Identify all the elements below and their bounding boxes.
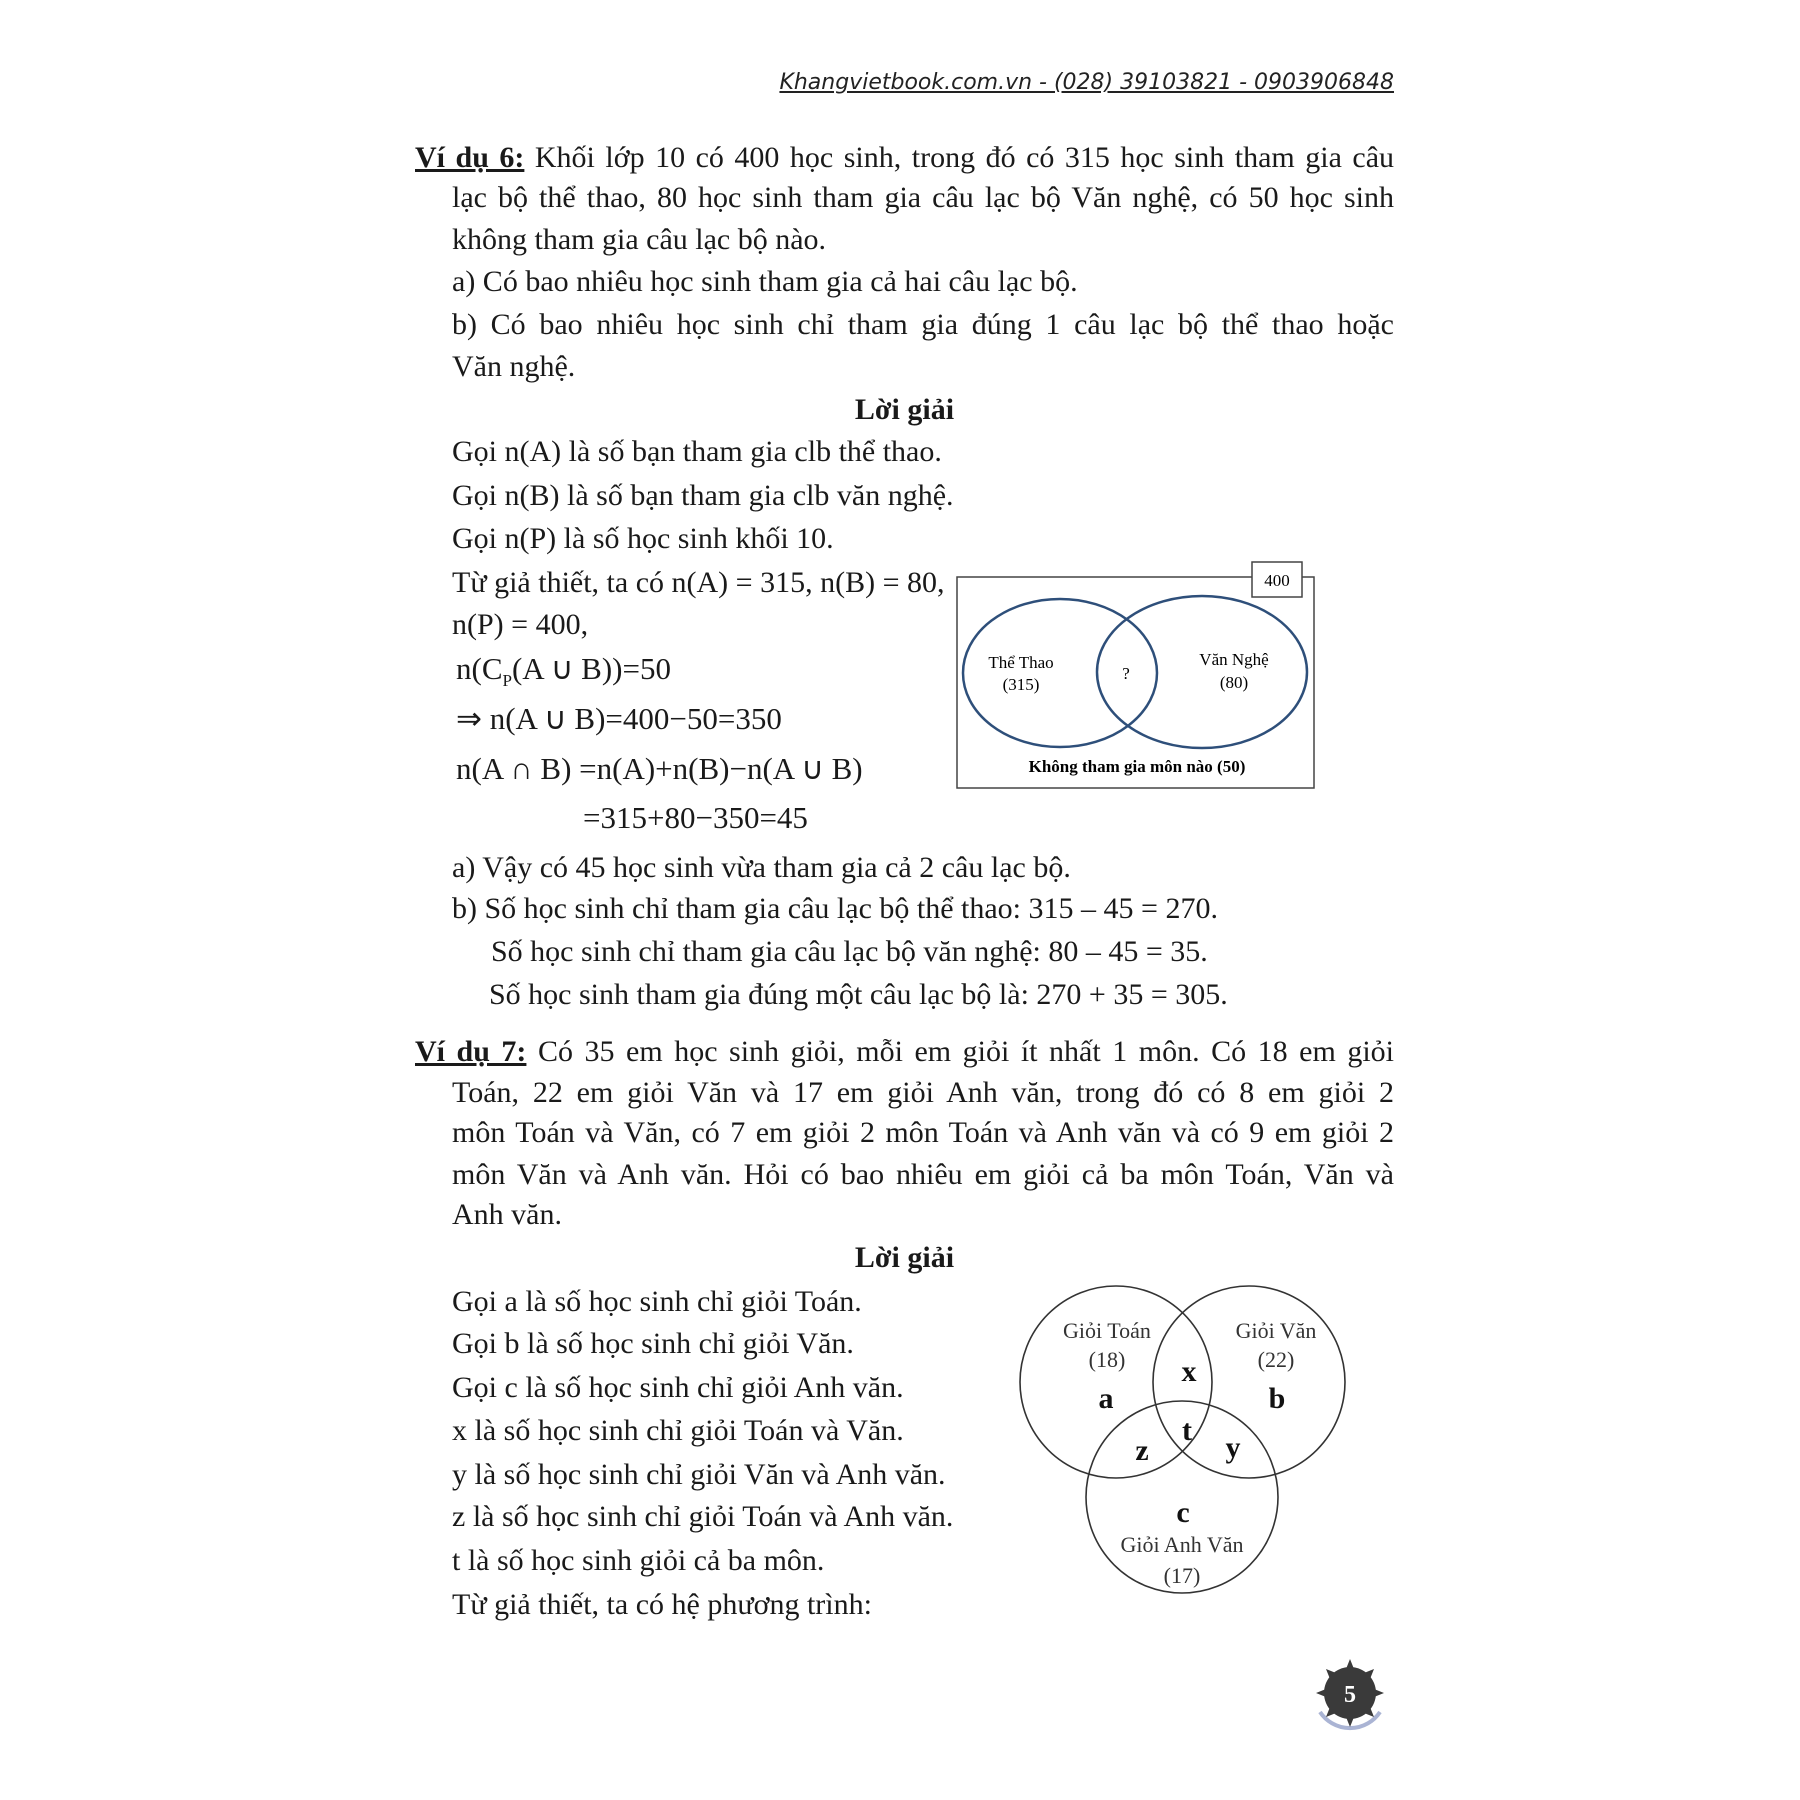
ex6-sol-3: Gọi n(P) là số học sinh khối 10. <box>452 522 834 555</box>
ex6-line-2: lạc bộ thể thao, 80 học sinh tham gia câu lạc bộ Văn nghệ, có 50 học sinh <box>452 181 1394 214</box>
ex7-sol-2: Gọi b là số học sinh chỉ giỏi Văn. <box>452 1327 854 1360</box>
english-label: Giỏi Anh Văn <box>1120 1532 1244 1557</box>
math-count: (18) <box>1088 1347 1126 1372</box>
outside-label: Không tham gia môn nào (50) <box>1028 757 1246 776</box>
ex7-sol-7: t là số học sinh giỏi cả ba môn. <box>452 1544 825 1577</box>
math-text: n(C <box>456 651 503 686</box>
intersection-label: ? <box>1122 664 1130 683</box>
math-subscript: P <box>502 671 512 691</box>
sports-label: Thể Thao <box>988 653 1054 672</box>
ex7-sol-3: Gọi c là số học sinh chỉ giỏi Anh văn. <box>452 1371 904 1404</box>
ex7-line-5: Anh văn. <box>452 1198 562 1231</box>
region-z: z <box>1135 1434 1149 1467</box>
math-label: Giỏi Toán <box>1063 1318 1151 1343</box>
math-text: (A ∪ B))=50 <box>511 651 671 686</box>
ex6-answer-a: a) Vậy có 45 học sinh vừa tham gia cả 2 câu lạc bộ. <box>452 851 1071 884</box>
page-number: 5 <box>1344 1682 1356 1708</box>
ex6-label: Ví dụ 6: <box>415 141 525 174</box>
ex6-answer-b2: Số học sinh chỉ tham gia câu lạc bộ văn nghệ: 80 – 45 = 35. <box>491 935 1208 968</box>
region-y: y <box>1225 1431 1241 1464</box>
ex6-text: Khối lớp 10 có 400 học sinh, trong đó có 315 học sinh tham gia câu <box>534 141 1395 174</box>
ex6-line-3: không tham gia câu lạc bộ nào. <box>452 223 827 256</box>
literature-count: (22) <box>1257 1347 1295 1372</box>
arts-count: (80) <box>1219 673 1249 692</box>
ex7-solution-title: Lời giải <box>854 1241 955 1274</box>
ex6-sol-2: Gọi n(B) là số bạn tham gia clb văn nghệ. <box>452 479 954 512</box>
ex7-line-1 <box>415 1034 1394 1070</box>
page-number-badge <box>1316 1659 1384 1728</box>
ex7-line-2: Toán, 22 em giỏi Văn và 17 em giỏi Anh văn, trong đó có 8 em giỏi 2 <box>452 1076 1394 1109</box>
ex6-question-b: b) Có bao nhiêu học sinh chỉ tham gia đúng 1 câu lạc bộ thể thao hoặc <box>452 308 1394 341</box>
ex7-sol-8: Từ giả thiết, ta có hệ phương trình: <box>452 1588 872 1621</box>
ex6-question-a: a) Có bao nhiêu học sinh tham gia cả hai câu lạc bộ. <box>452 265 1078 298</box>
ex6-question-b-cont: Văn nghệ. <box>452 350 576 383</box>
math-line-3: n(A ∩ B) =n(A)+n(B)−n(A ∪ B) <box>456 751 863 786</box>
ex7-line-4: môn Văn và Anh văn. Hỏi có bao nhiêu em giỏi cả ba môn Toán, Văn và <box>452 1158 1394 1191</box>
ex7-sol-1: Gọi a là số học sinh chỉ giỏi Toán. <box>452 1285 862 1318</box>
ex7-label: Ví dụ 7: <box>415 1035 527 1068</box>
sports-count: (315) <box>1002 675 1040 694</box>
ex7-line-3: môn Toán và Văn, có 7 em giỏi 2 môn Toán và Anh văn và có 9 em giỏi 2 <box>452 1116 1394 1149</box>
ex7-sol-5: y là số học sinh chỉ giỏi Văn và Anh văn. <box>452 1458 946 1491</box>
region-b: b <box>1268 1382 1286 1415</box>
math-line-4: =315+80−350=45 <box>583 800 808 835</box>
ex7-sol-6: z là số học sinh chỉ giỏi Toán và Anh văn. <box>452 1500 954 1533</box>
literature-label: Giỏi Văn <box>1235 1318 1317 1343</box>
total-label: 400 <box>1264 571 1290 590</box>
region-c: c <box>1176 1496 1190 1529</box>
arts-label: Văn Nghệ <box>1199 650 1269 669</box>
math-line-2: ⇒ n(A ∪ B)=400−50=350 <box>456 701 782 736</box>
ex6-answer-b: b) Số học sinh chỉ tham gia câu lạc bộ thể thao: 315 – 45 = 270. <box>452 892 1218 925</box>
ex6-answer-b3: Số học sinh tham gia đúng một câu lạc bộ là: 270 + 35 = 305. <box>489 978 1228 1011</box>
region-a: a <box>1098 1382 1114 1415</box>
ex6-sol-4: Từ giả thiết, ta có n(A) = 315, n(B) = 80, <box>452 566 945 599</box>
ex7-sol-4: x là số học sinh chỉ giỏi Toán và Văn. <box>452 1414 904 1447</box>
page-header: Khangvietbook.com.vn - (028) 39103821 - 0903906848 <box>779 70 1394 95</box>
ex6-sol-1: Gọi n(A) là số bạn tham gia clb thể thao. <box>452 435 942 468</box>
ex7-text: Có 35 em học sinh giỏi, mỗi em giỏi ít nhất 1 môn. Có 18 em giỏi <box>537 1035 1395 1068</box>
region-x: x <box>1181 1355 1197 1388</box>
ex6-solution-title: Lời giải <box>854 393 955 426</box>
region-t: t <box>1182 1414 1192 1447</box>
ex6-sol-5: n(P) = 400, <box>452 608 589 641</box>
english-count: (17) <box>1163 1563 1201 1588</box>
